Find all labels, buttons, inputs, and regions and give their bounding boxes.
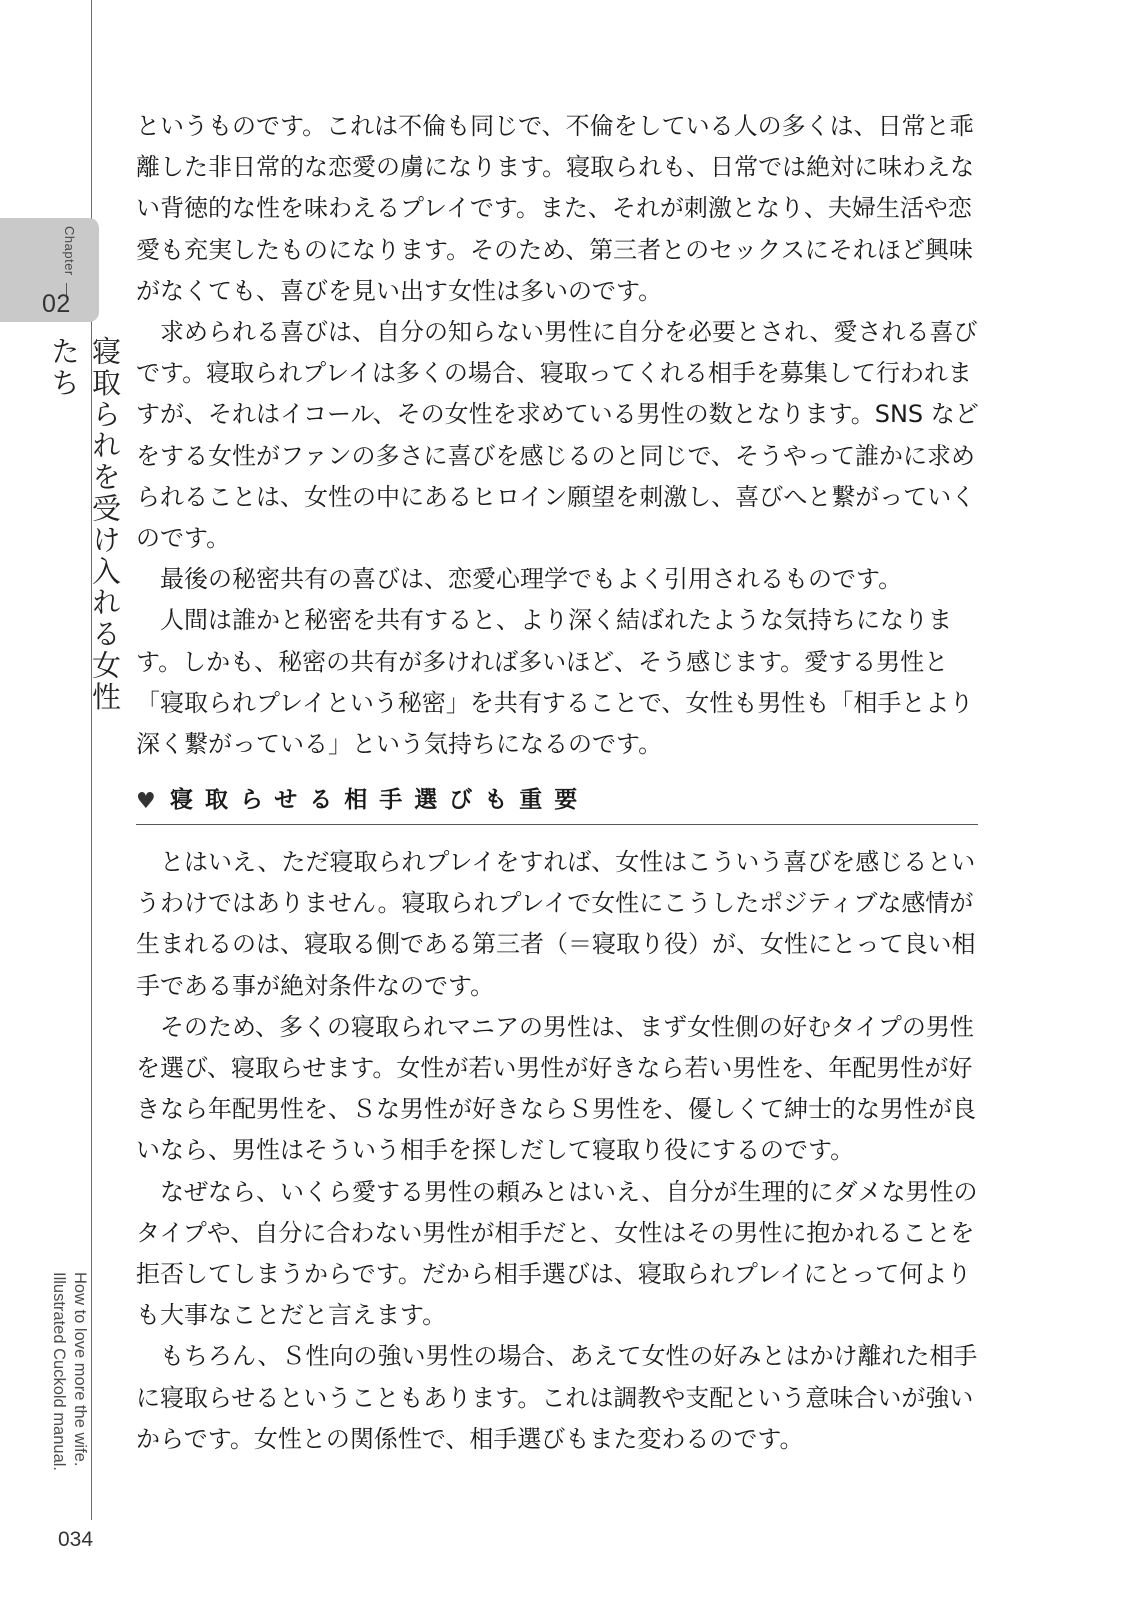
paragraph: そのため、多くの寝取られマニアの男性は、まず女性側の好むタイプの男性を選び、寝取らせます。女性が若い男性が好きなら若い男性を、年配男性が好きなら年配男性を、Ｓな男性が好きならＳ男性を、優しくて紳士的な男性が良いなら、男性はそういう相手を探しだして寝取り役にするのです。: [136, 1012, 976, 1165]
chapter-label: Chapter: [62, 226, 77, 276]
heart-icon: ♥: [136, 789, 156, 814]
paragraph: とはいえ、ただ寝取られプレイをすれば、女性はこういう喜びを感じるというわけではありません。寝取られプレイで女性にこうしたポジティブな感情が生まれるのは、寝取る側である第三者（＝寝取り役）が、女性にとって良い相手である事が絶対条件なのです。: [136, 848, 976, 1000]
paragraph: なぜなら、いくら愛する男性の頼みとはいえ、自分が生理的にダメな男性のタイプや、自分に合わない男性が相手だと、女性はその男性に抱かれることを拒否してしまうからです。だから相手選びは、寝取られプレイにとって何よりも大事なことだと言えます。: [136, 1177, 978, 1330]
page-number: 034: [58, 1528, 94, 1551]
section-title: 寝取らせる相手選びも重要: [170, 787, 590, 813]
chapter-title: 寝取られを受け入れる女性たち: [47, 336, 122, 713]
paragraph: 求められる喜びは、自分の知らない男性に自分を必要とされ、愛される喜びです。寝取られプレイは多くの場合、寝取ってくれる相手を募集して行われますが、それはイコール、その女性を求めている男性の数となります。SNS などをする女性がファンの多さに喜びを感じるのと同じで、そうやって誰かに求められることは、女性の中にあるヒロイン願望を刺激し、喜びへと繋がっていくのです。: [136, 318, 979, 553]
book-subtitle-line-1: How to love more the wife.: [71, 1272, 89, 1467]
section-heading: [136, 780, 978, 825]
paragraph: もちろん、Ｓ性向の強い男性の場合、あえて女性の好みとはかけ離れた相手に寝取らせるということもあります。これは調教や支配という意味合いが強いからです。女性との関係性で、相手選びもまた変わるのです。: [136, 1342, 978, 1453]
paragraph: 最後の秘密共有の喜びは、恋愛心理学でもよく引用されるものです。: [160, 565, 903, 594]
chapter-number: 02: [42, 290, 71, 318]
paragraph: というものです。これは不倫も同じで、不倫をしている人の多くは、日常と乖離した非日常的な恋愛の虜になります。寝取られも、日常では絶対に味わえない背徳的な性を味わえるプレイです。また、それが刺激となり、夫婦生活や恋愛も充実したものになります。そのため、第三者とのセックスにそれほど興味がなくても、喜びを見い出す女性は多いのです。: [136, 112, 975, 305]
body-section-two: [136, 842, 982, 1460]
paragraph: 人間は誰かと秘密を共有すると、より深く結ばれたような気持ちになります。しかも、秘密の共有が多ければ多いほど、そう感じます。愛する男性と「寝取られプレイという秘密」を共有することで、女性も男性も「相手とより深く繋がっている」という気持ちになるのです。: [136, 606, 974, 759]
book-subtitle-line-2: Illustrated Cuckold manual.: [50, 1272, 68, 1472]
body-section-one: [136, 106, 982, 765]
book-subtitle: [48, 1272, 90, 1512]
